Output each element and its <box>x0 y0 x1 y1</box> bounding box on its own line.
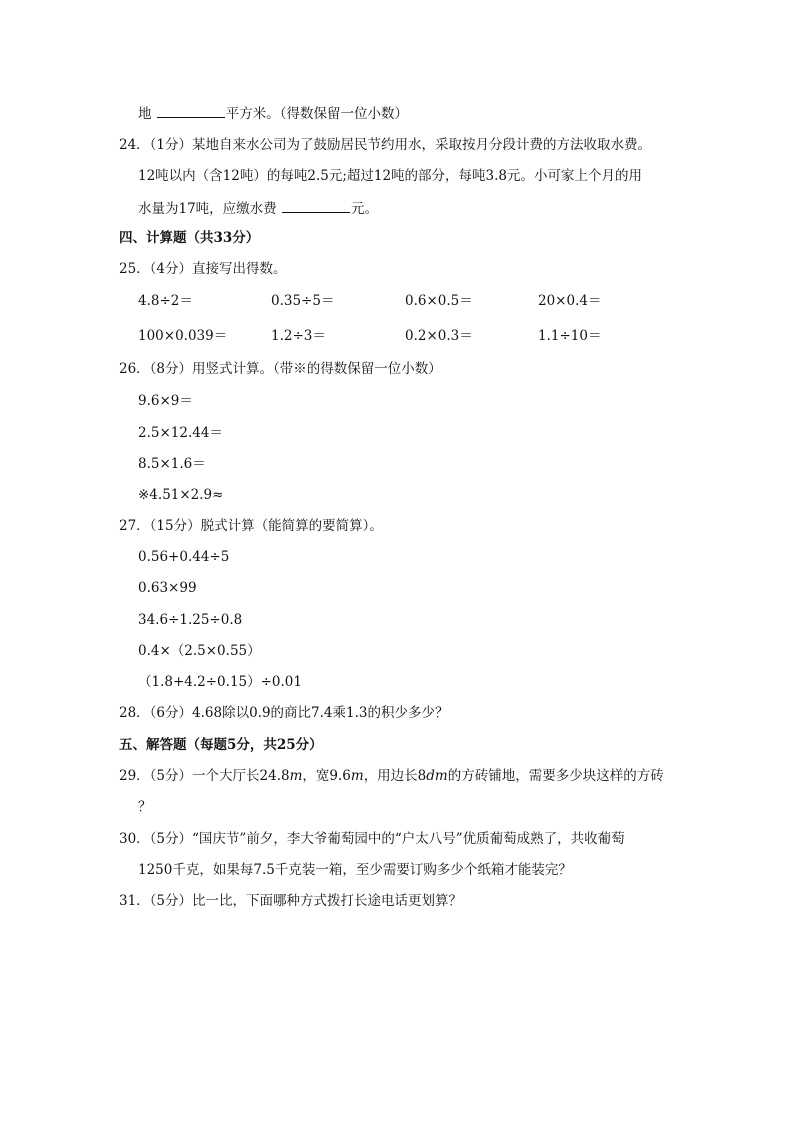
unit-label: m <box>289 768 303 784</box>
q30-line1: 30．（5分）“国庆节”前夕，李大爷葡萄园中的“户太八号”优质葡萄成熟了，共收葡萄 <box>119 831 625 847</box>
q27-stem: 27．（15分）脱式计算（能简算的要简算）。 <box>119 518 383 534</box>
q29-text: ，宽9.6 <box>302 768 351 784</box>
q25-item: 0.2×0.3＝ <box>405 328 473 344</box>
q26-stem: 26．（8分）用竖式计算。（带※的得数保留一位小数） <box>119 361 442 377</box>
q24-line1: 24．（1分）某地自来水公司为了鼓励居民节约用水，采取按月分段计费的方法收取水费。 <box>119 137 652 153</box>
q27-item: 34.6÷1.25÷0.8 <box>138 612 243 628</box>
q28: 28．（6分）4.68除以0.9的商比7.4乘1.3的积少多少？ <box>119 705 449 721</box>
q24-line3 <box>138 198 378 218</box>
q26-item: 2.5×12.44＝ <box>138 425 223 441</box>
q29-text: 的方砖铺地，需要多少块这样的方砖 <box>447 768 664 784</box>
q29-line1 <box>119 767 664 785</box>
q25-item: 20×0.4＝ <box>538 293 602 309</box>
q27-item: 0.56+0.44÷5 <box>138 549 230 565</box>
q26-item: 8.5×1.6＝ <box>138 456 206 472</box>
q24-line3-post: 元。 <box>350 201 378 217</box>
q25-item: 0.35÷5＝ <box>271 293 335 309</box>
section-heading-4: 四、计算题（共33分） <box>119 230 260 246</box>
q31: 31．（5分）比一比，下面哪种方式拨打长途电话更划算？ <box>119 893 463 909</box>
q29-line2: ？ <box>138 799 152 815</box>
unit-label: dm <box>426 768 448 784</box>
q23-tail-pre: 地 <box>138 106 156 122</box>
q25-item: 0.6×0.5＝ <box>405 293 473 309</box>
q23-tail-post: 平方米。（得数保留一位小数） <box>225 106 409 122</box>
q26-item: 9.6×9＝ <box>138 393 193 409</box>
q25-stem: 25．（4分）直接写出得数。 <box>119 261 287 277</box>
q27-item: 0.63×99 <box>138 580 197 596</box>
q27-item: 0.4×（2.5×0.55） <box>138 643 261 659</box>
q29-text: 29．（5分）一个大厅长24.8 <box>119 768 290 784</box>
q23-tail <box>138 103 408 123</box>
q25-item: 100×0.039＝ <box>138 328 228 344</box>
q30-line2: 1250千克，如果每7.5千克装一箱，至少需要订购多少个纸箱才能装完？ <box>138 862 572 878</box>
q25-item: 1.2÷3＝ <box>271 328 326 344</box>
q27-item: （1.8+4.2÷0.15）÷0.01 <box>138 674 302 690</box>
q29-text: ，用边长8 <box>363 768 427 784</box>
answer-blank <box>282 198 350 213</box>
q24-line3-pre: 水量为17吨，应缴水费 <box>138 201 281 217</box>
unit-label: m <box>350 768 364 784</box>
q25-item: 1.1÷10＝ <box>538 328 602 344</box>
q26-item: ※4.51×2.9≈ <box>138 487 224 503</box>
q25-item: 4.8÷2＝ <box>138 293 193 309</box>
answer-blank <box>157 103 225 118</box>
q24-line2: 12吨以内（含12吨）的每吨2.5元;超过12吨的部分，每吨3.8元。小可家上个月的用 <box>138 168 643 184</box>
section-heading-5: 五、解答题（每题5分，共25分） <box>119 737 323 753</box>
